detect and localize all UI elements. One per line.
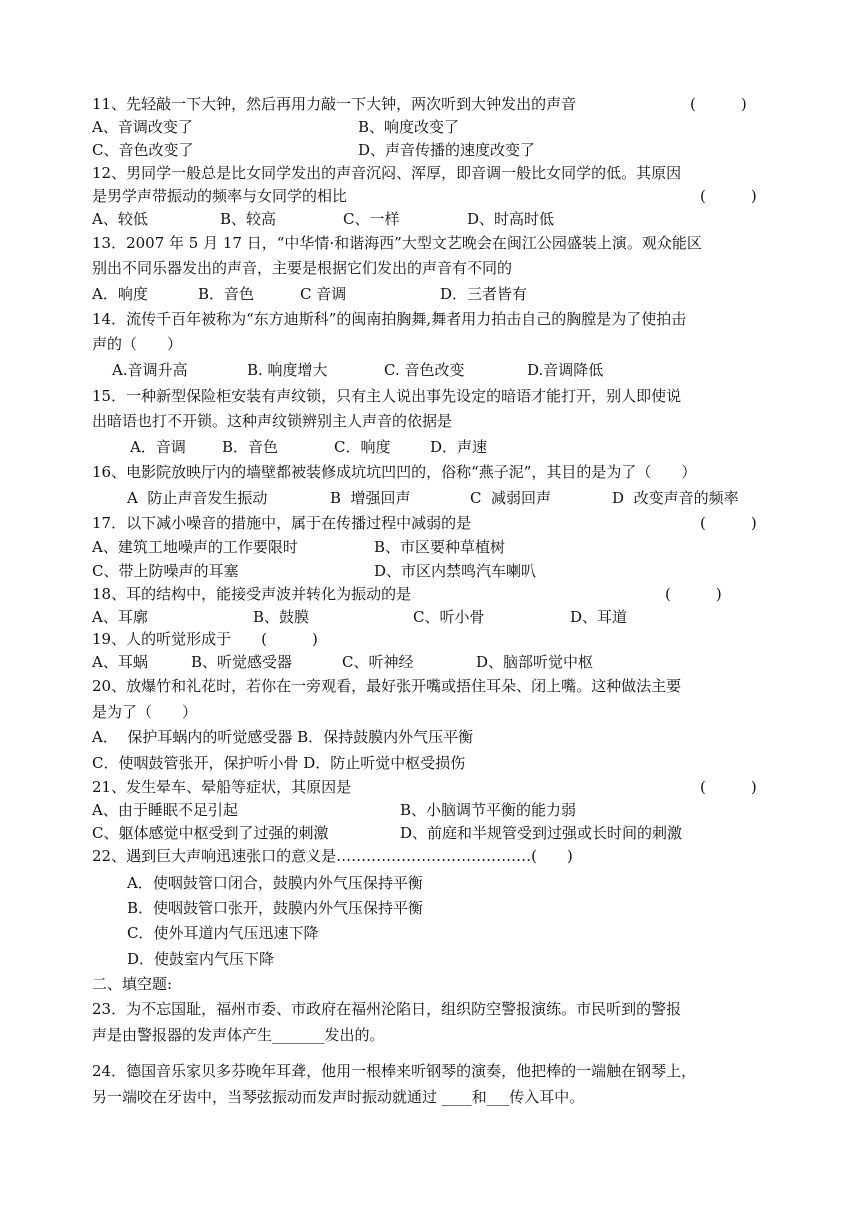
options-ab: A． 保护耳蜗内的听觉感受器 B．保持鼓膜内外气压平衡	[92, 728, 474, 746]
option-c: C、带上防噪声的耳塞	[92, 562, 239, 580]
option-d: D 改变声音的频率	[612, 489, 739, 507]
option-c: C. 音色改变	[384, 361, 465, 379]
option-a: A．使咽鼓管口闭合，鼓膜内外气压保持平衡	[127, 874, 423, 892]
option-c: C 减弱回声	[470, 489, 552, 507]
question-15: 15．一种新型保险柜安装有声纹锁，只有主人说出事先设定的暗语才能打开，别人即使说	[92, 387, 682, 405]
option-d: D、前庭和半规管受到过强或长时间的刺激	[400, 824, 683, 842]
option-b: B．音色	[198, 285, 255, 303]
question-12-cont: 是男学声带振动的频率与女同学的相比	[92, 187, 348, 205]
question-22: 22、遇到巨大声响迅速张口的意义是…………………………………( )	[92, 847, 573, 865]
option-d: D．使鼓室内气压下降	[127, 950, 275, 968]
option-a: A 防止声音发生振动	[127, 489, 268, 507]
option-b: B、响度改变了	[358, 118, 460, 136]
answer-paren: ( )	[700, 778, 757, 796]
option-b: B 增强回声	[330, 489, 411, 507]
option-c: C、躯体感觉中枢受到了过强的刺激	[92, 824, 329, 842]
option-a: A、音调改变了	[92, 118, 193, 136]
question-14: 14．流传千百年被称为“东方迪斯科”的闽南拍胸舞,舞者用力拍击自己的胸膛是为了使拍击	[92, 310, 687, 328]
option-b: B、较高	[220, 210, 277, 228]
option-b: B、鼓膜	[253, 608, 310, 626]
option-a: A、建筑工地噪声的工作要限时	[92, 538, 298, 556]
option-d: D、耳道	[570, 608, 628, 626]
question-24: 24．德国音乐家贝多芬晚年耳聋，他用一根棒来听钢琴的演奏，他把棒的一端触在钢琴上，	[92, 1062, 697, 1080]
question-23: 23．为不忘国耻，福州市委、市政府在福州沦陷日，组织防空警报演练。市民听到的警报	[92, 1000, 682, 1018]
question-23-cont: 声是由警报器的发声体产生_______发出的。	[92, 1026, 385, 1044]
option-a: A、由于睡眠不足引起	[92, 801, 238, 819]
option-d: D.音调降低	[527, 361, 604, 379]
option-a: A、较低	[92, 210, 148, 228]
option-d: D、脑部听觉中枢	[476, 653, 594, 671]
answer-paren: ( )	[690, 95, 747, 113]
option-d: D．三者皆有	[440, 285, 528, 303]
option-b: B、市区要种草植树	[374, 538, 506, 556]
option-c: C．响度	[334, 438, 391, 456]
option-b: B. 响度增大	[247, 361, 328, 379]
option-a: A．音调	[130, 438, 186, 456]
option-c: C、听神经	[342, 653, 414, 671]
answer-paren: ( )	[700, 187, 757, 205]
answer-paren: ( )	[665, 585, 722, 603]
question-16: 16、电影院放映厅内的墙壁都被装修成坑坑凹凹的，俗称“燕子泥”，其目的是为了（ ）	[92, 463, 697, 481]
question-21: 21、发生晕车、晕船等症状，其原因是	[92, 778, 352, 796]
option-b: B．使咽鼓管口张开，鼓膜内外气压保持平衡	[127, 899, 424, 917]
option-d: D．声速	[430, 438, 488, 456]
option-c: C 音调	[300, 285, 347, 303]
question-20-cont: 是为了（ ）	[92, 703, 198, 721]
option-c: C、音色改变了	[92, 141, 194, 159]
option-b: B、小脑调节平衡的能力弱	[400, 801, 577, 819]
question-20: 20、放爆竹和礼花时，若你在一旁观看，最好张开嘴或捂住耳朵、闭上嘴。这种做法主要	[92, 677, 682, 695]
answer-paren: ( )	[700, 514, 757, 532]
option-a: A．响度	[92, 285, 148, 303]
option-d: D、时高时低	[467, 210, 555, 228]
question-13-cont: 别出不同乐器发出的声音，主要是根据它们发出的声音有不同的	[92, 259, 513, 277]
option-a: A.音调升高	[112, 361, 188, 379]
question-18: 18、耳的结构中，能接受声波并转化为振动的是	[92, 585, 412, 603]
option-d: D、市区内禁鸣汽车喇叭	[374, 562, 537, 580]
question-11: 11、先轻敲一下大钟，然后再用力敲一下大钟，两次听到大钟发出的声音	[92, 95, 577, 113]
option-b: B、听觉感受器	[191, 653, 293, 671]
option-b: B．音色	[222, 438, 279, 456]
option-c: C．使外耳道内气压迅速下降	[127, 924, 319, 942]
question-17: 17．以下减小噪音的措施中，属于在传播过程中减弱的是	[92, 514, 472, 532]
option-c: C、听小骨	[413, 608, 485, 626]
options-cd: C．使咽鼓管张开，保护听小骨 D．防止听觉中枢受损伤	[92, 754, 466, 772]
question-12: 12、男同学一般总是比女同学发出的声音沉闷、浑厚，即音调一般比女同学的低。其原因	[92, 164, 682, 182]
option-a: A、耳廓	[92, 608, 148, 626]
section-heading: 二、填空题:	[92, 975, 173, 993]
question-24-cont: 另一端咬在牙齿中，当琴弦振动而发声时振动就通过 ____和___传入耳中。	[92, 1088, 585, 1106]
question-14-cont: 声的（ ）	[92, 335, 183, 353]
question-13: 13．2007 年 5 月 17 日，“中华情·和谐海西”大型文艺晚会在闽江公园盛装上演。观众能区	[92, 234, 702, 252]
question-15-cont: 出暗语也打不开锁。这种声纹锁辨别主人声音的依据是	[92, 412, 453, 430]
option-d: D、声音传播的速度改变了	[358, 141, 536, 159]
option-a: A、耳蜗	[92, 653, 148, 671]
question-19: 19、人的听觉形成于 ( )	[92, 630, 318, 648]
option-c: C、一样	[343, 210, 400, 228]
